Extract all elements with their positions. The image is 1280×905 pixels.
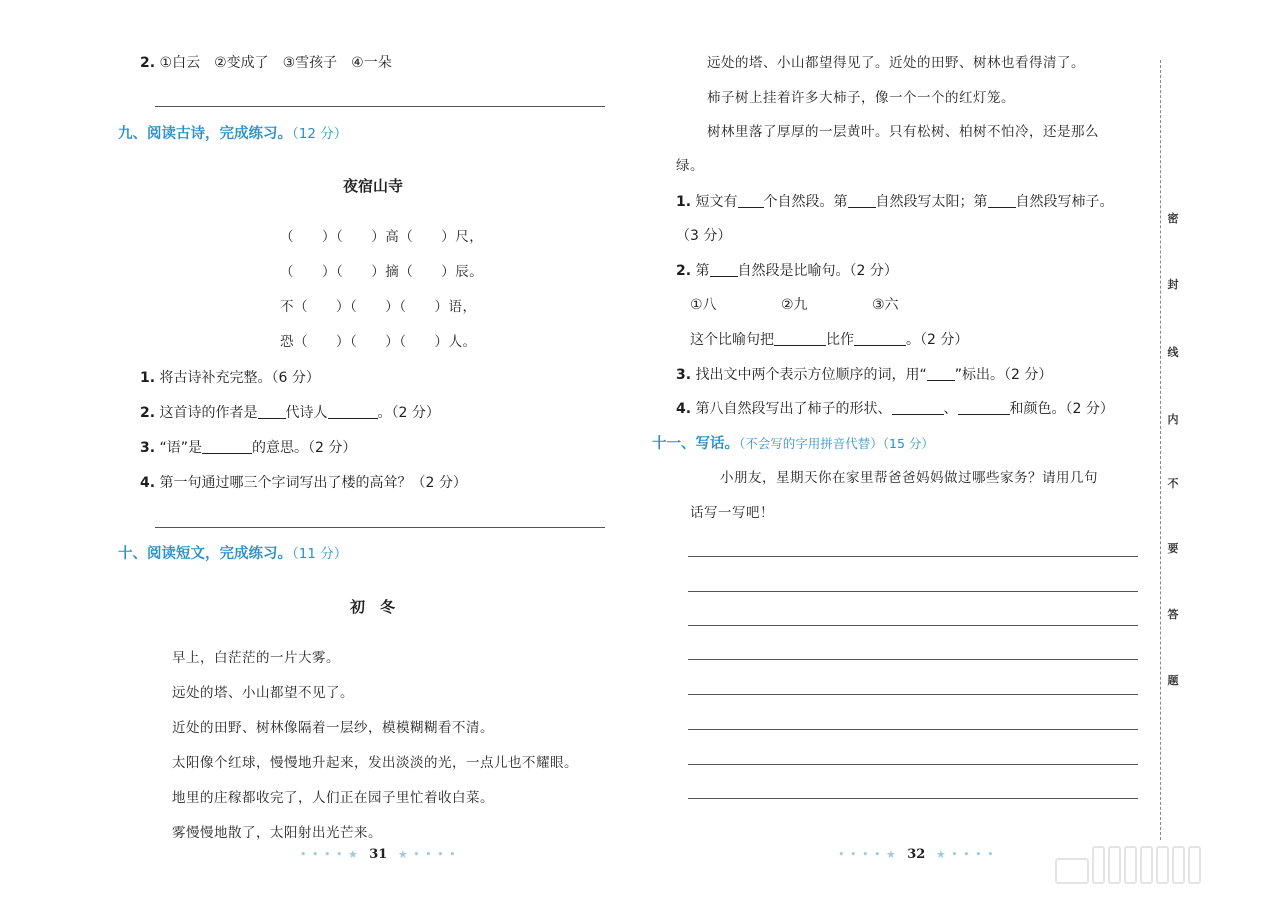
q10-4: 4. 第八自然段写出了柿子的形状、 、 和颜色。（2 分）	[676, 401, 1114, 417]
blank[interactable]	[892, 413, 944, 415]
poem-title: 夜宿山寺	[343, 177, 404, 195]
binding-char: 内	[1167, 413, 1179, 426]
writing-line[interactable]	[688, 591, 1138, 592]
page-number: 32	[907, 847, 926, 862]
q10-3: 3. 找出文中两个表示方位顺序的词，用“ ”标出。（2 分）	[676, 367, 1053, 383]
q9-3: 3. “语”是 的意思。（2 分）	[140, 440, 357, 456]
binding-char: 密	[1167, 212, 1179, 225]
blank[interactable]	[328, 417, 378, 419]
watermark-logo	[1055, 846, 1201, 884]
poem-line-3: 不（ ）（ ）（ ）语，	[280, 299, 477, 315]
q10-2-option-1[interactable]: ①八	[690, 297, 717, 313]
story-line-1: 早上，白茫茫的一片大雾。	[172, 650, 340, 666]
story-line-4: 太阳像个红球，慢慢地升起来，发出淡淡的光，一点儿也不耀眼。	[172, 755, 578, 771]
story-line-3: 近处的田野、树林像隔着一层纱，模模糊糊看不清。	[172, 720, 494, 736]
q10-1-points: （3 分）	[676, 228, 732, 244]
poem-line-2: （ ）（ ）摘（ ）辰。	[280, 264, 484, 280]
page-footer-left: • • • • ★ 31 ★ • • • •	[300, 847, 457, 862]
binding-char: 线	[1167, 346, 1179, 359]
blank[interactable]	[988, 206, 1016, 208]
story-line-5: 地里的庄稼都收完了，人们正在园子里忙着收白菜。	[172, 790, 494, 806]
section-9-heading: 九、阅读古诗，完成练习。（12 分）	[118, 126, 348, 142]
poem-line-4: 恐（ ）（ ）（ ）人。	[280, 334, 477, 350]
section-11-heading: 十一、写话。（不会写的字用拼音代替）（15 分）	[652, 436, 934, 452]
story-title: 初 冬	[350, 598, 396, 616]
story-line-2: 远处的塔、小山都望不见了。	[172, 685, 354, 701]
story-cont-2: 柿子树上挂着许多大柿子，像一个一个的红灯笼。	[707, 90, 1015, 106]
q9-1: 1. 将古诗补充完整。（6 分）	[140, 370, 320, 386]
q10-2: 2. 第 自然段是比喻句。（2 分）	[676, 263, 898, 279]
story-cont-4: 绿。	[676, 158, 704, 174]
writing-line[interactable]	[688, 659, 1138, 660]
binding-char: 题	[1167, 674, 1179, 687]
blank[interactable]	[738, 206, 764, 208]
binding-dashed-line	[1160, 60, 1161, 840]
answer-line	[155, 106, 605, 107]
blank[interactable]	[927, 379, 955, 381]
writing-line[interactable]	[688, 694, 1138, 695]
q9-4: 4. 第一句通过哪三个字词写出了楼的高耸？（2 分）	[140, 475, 467, 491]
story-cont-3: 树林里落了厚厚的一层黄叶。只有松树、柏树不怕冷，还是那么	[707, 124, 1099, 140]
writing-line[interactable]	[688, 764, 1138, 765]
binding-char: 封	[1167, 278, 1179, 291]
blank[interactable]	[848, 206, 876, 208]
blank[interactable]	[958, 413, 1010, 415]
q10-2-option-2[interactable]: ②九	[781, 297, 808, 313]
blank[interactable]	[710, 275, 738, 277]
binding-char: 不	[1167, 477, 1179, 490]
blank[interactable]	[774, 344, 826, 346]
q8-item-2-text: ①白云 ②变成了 ③雪孩子 ④一朵	[159, 55, 392, 71]
writing-prompt-1: 小朋友，星期天你在家里帮爸爸妈妈做过哪些家务？请用几句	[720, 470, 1098, 486]
blank[interactable]	[202, 452, 252, 454]
story-cont-1: 远处的塔、小山都望得见了。近处的田野、树林也看得清了。	[707, 55, 1085, 71]
q9-2: 2. 这首诗的作者是 代诗人 。（2 分）	[140, 405, 440, 421]
page-footer-right: • • • • ★ 32 ★ • • • •	[838, 847, 995, 862]
answer-line	[155, 527, 605, 528]
q10-2-option-3[interactable]: ③六	[872, 297, 899, 313]
poem-line-1: （ ）（ ）高（ ）尺，	[280, 229, 484, 245]
writing-prompt-2: 话写一写吧！	[690, 505, 774, 521]
binding-char: 答	[1167, 608, 1179, 621]
story-line-6: 雾慢慢地散了，太阳射出光芒来。	[172, 825, 382, 841]
q8-item-2: 2. ①白云 ②变成了 ③雪孩子 ④一朵	[140, 55, 392, 71]
q10-2-sub: 这个比喻句把 比作 。（2 分）	[690, 332, 969, 348]
writing-line[interactable]	[688, 625, 1138, 626]
blank[interactable]	[258, 417, 286, 419]
blank[interactable]	[854, 344, 906, 346]
writing-line[interactable]	[688, 729, 1138, 730]
writing-line[interactable]	[688, 798, 1138, 799]
page-number: 31	[369, 847, 388, 862]
writing-line[interactable]	[688, 556, 1138, 557]
section-10-heading: 十、阅读短文，完成练习。（11 分）	[118, 546, 348, 562]
q10-1: 1. 短文有 个自然段。第 自然段写太阳；第 自然段写柿子。	[676, 194, 1114, 210]
binding-char: 要	[1167, 542, 1179, 555]
